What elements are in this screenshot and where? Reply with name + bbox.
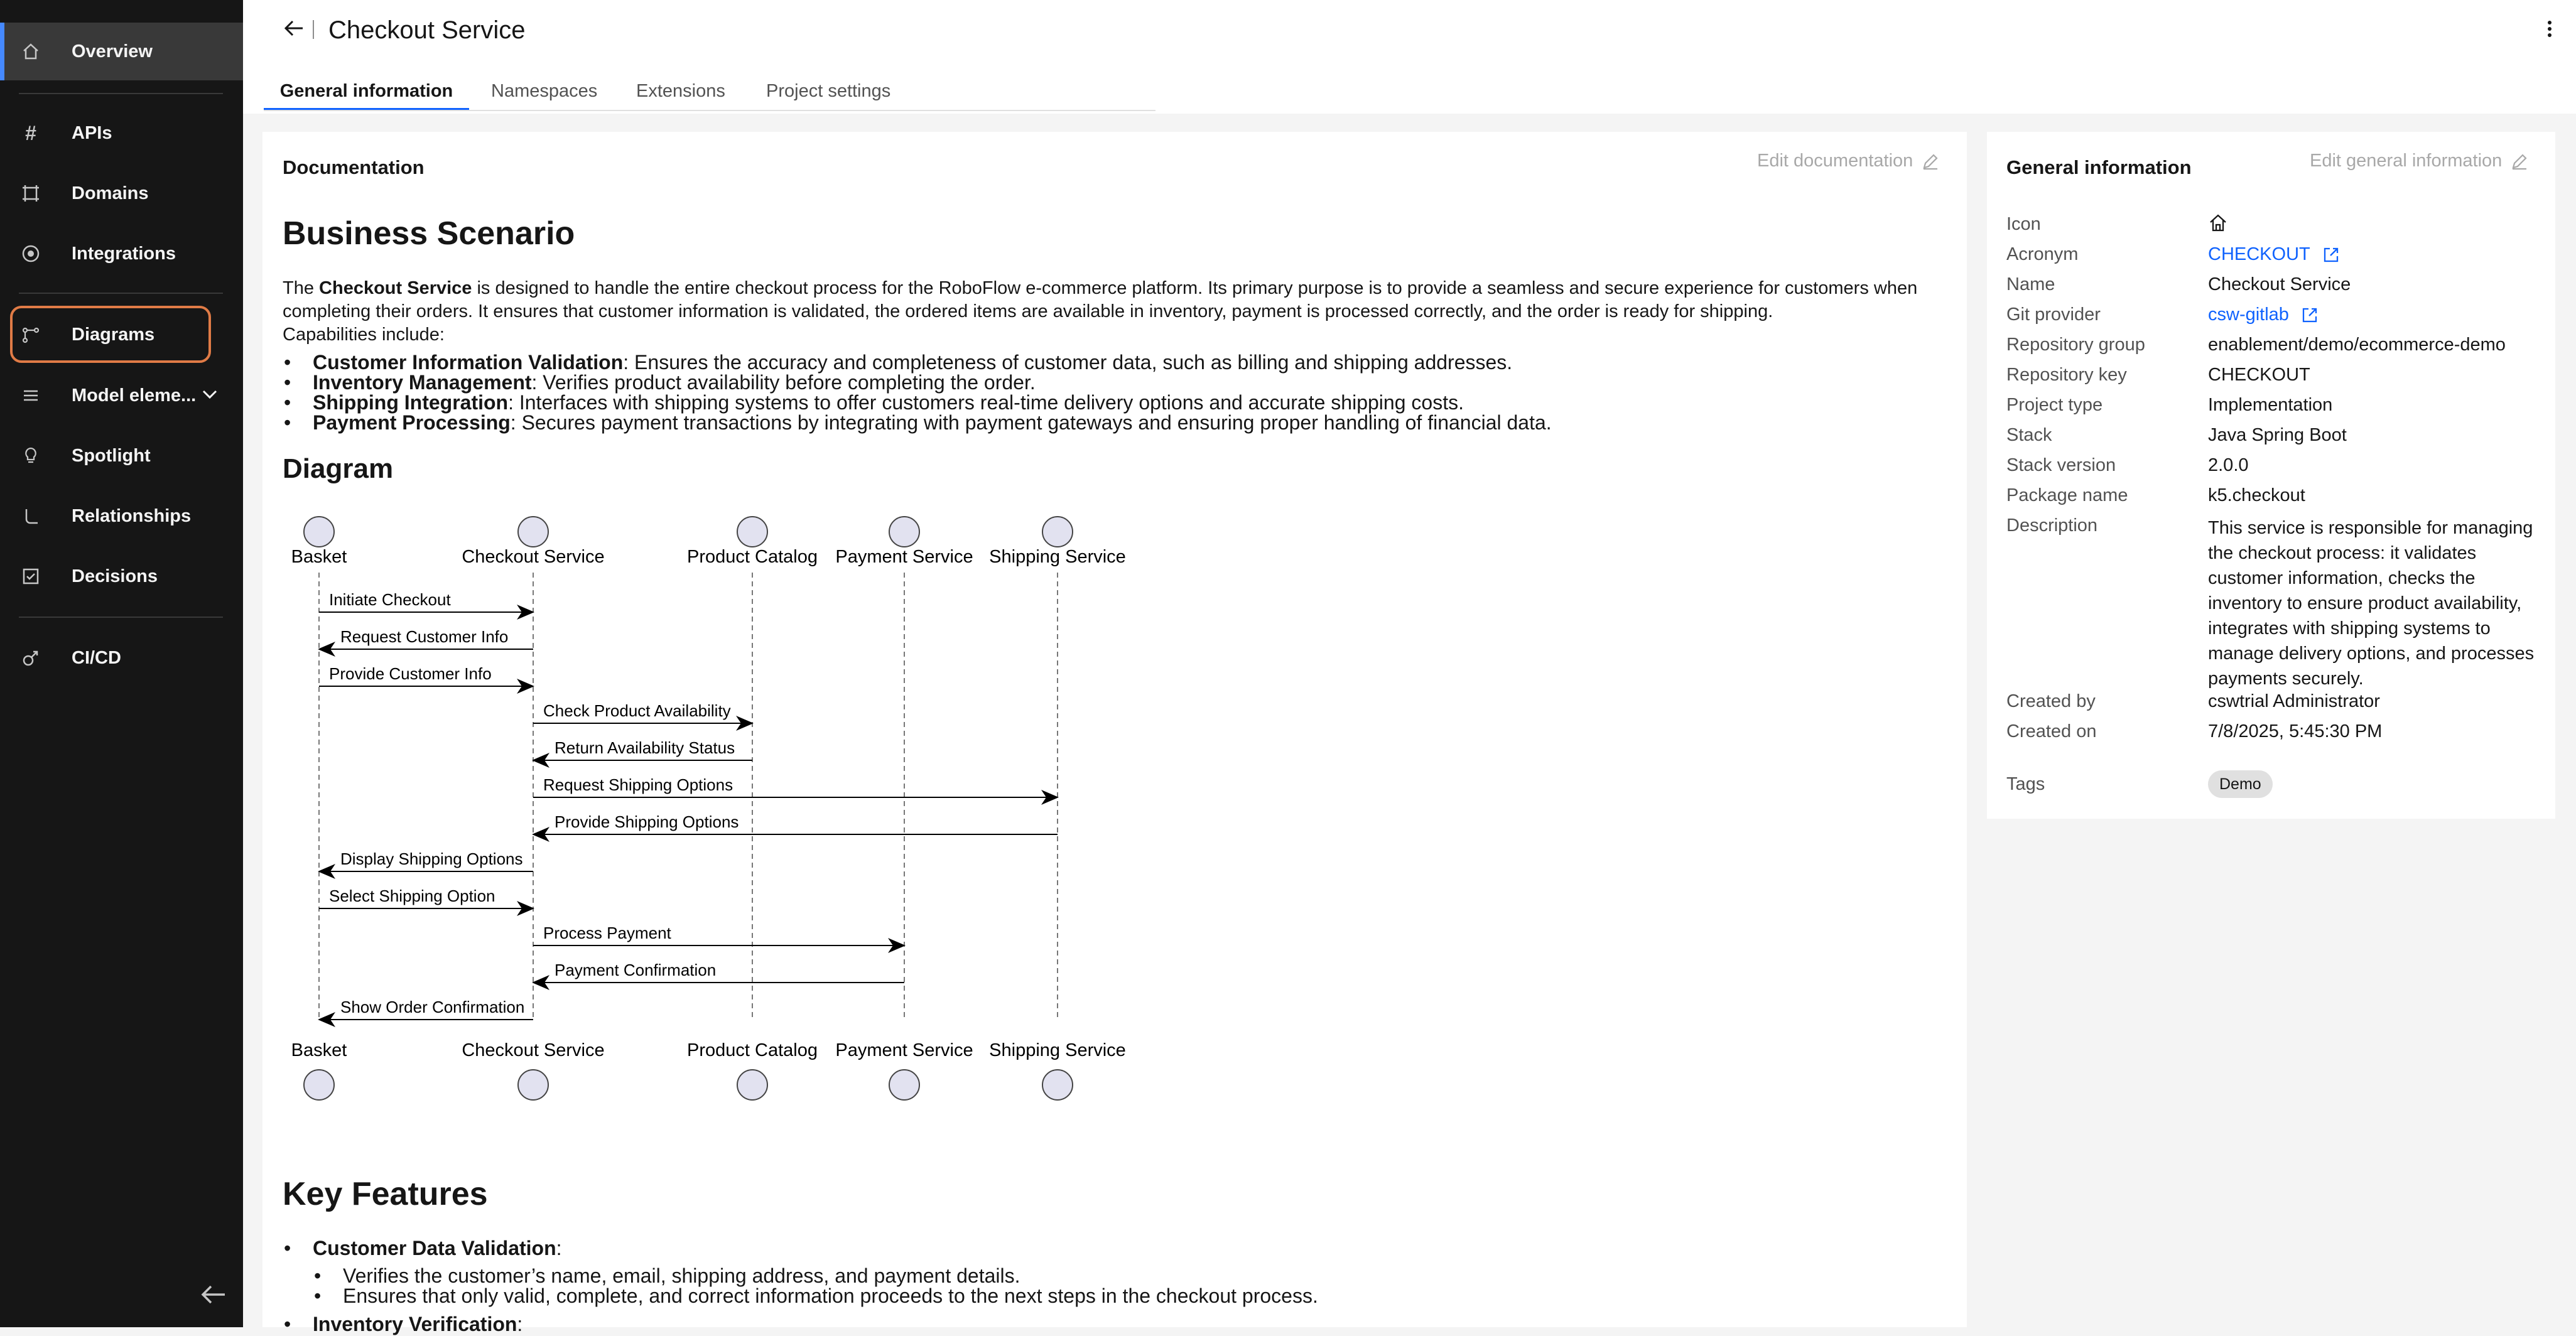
divider — [19, 617, 223, 618]
tab-project-settings[interactable] — [766, 70, 890, 112]
bullet: • — [284, 411, 291, 434]
sidebar-item-apis[interactable] — [0, 104, 243, 162]
acronym-label: Acronym — [2006, 244, 2079, 264]
list-item-text: : — [556, 1237, 562, 1259]
participant-label: Payment Service — [835, 547, 973, 567]
tags-label: Tags — [2006, 774, 2045, 794]
intro-bold: Checkout Service — [319, 278, 472, 298]
tab-label: Namespaces — [491, 80, 598, 101]
documentation-heading: Documentation — [283, 156, 425, 178]
intro-text: completing their orders. It ensures that customer information is validated, the ordered items are available in inventory, payment is processed correctly, and the order is ready for shipping. — [283, 301, 1773, 321]
list-item-text: : Ensures the accuracy and completeness of customer data, such as billing and shipping addresses. — [623, 351, 1513, 374]
sidebar — [0, 0, 243, 1327]
message-label: Display Shipping Options — [340, 849, 523, 868]
bullet: • — [284, 371, 291, 394]
stack-value: Java Spring Boot — [2208, 425, 2347, 445]
sidebar-item-overview[interactable] — [0, 23, 243, 80]
stack-label: Stack — [2006, 425, 2052, 445]
participant-label: Checkout Service — [462, 547, 605, 567]
repository-group-label: Repository group — [2006, 335, 2145, 355]
sidebar-item-label: Spotlight — [72, 445, 151, 466]
participant-icon — [304, 517, 334, 547]
sequence-diagram — [276, 502, 1143, 1118]
edit-icon — [2511, 153, 2528, 170]
overflow-menu-icon — [2546, 19, 2553, 39]
sidebar-item-spotlight[interactable] — [0, 427, 243, 485]
chevron-down-icon[interactable] — [200, 384, 220, 409]
page-title: Checkout Service — [328, 16, 526, 44]
tab-label: General information — [279, 80, 453, 101]
message-label: Select Shipping Option — [329, 886, 495, 905]
participant-label: Shipping Service — [989, 547, 1126, 567]
list-item-bold: Inventory Verification — [313, 1313, 517, 1335]
description-value — [2208, 515, 2534, 691]
name-value: Checkout Service — [2208, 274, 2351, 294]
description-line: integrates with shipping systems to — [2208, 618, 2491, 638]
description-line: manage delivery options, and processes — [2208, 644, 2535, 664]
bulb-icon — [20, 445, 41, 466]
tab-baseline — [264, 110, 1155, 111]
participant-label: Product Catalog — [687, 1040, 818, 1060]
tab-label: Extensions — [636, 80, 725, 101]
bullet: • — [314, 1285, 322, 1307]
arrow-left-icon — [200, 1283, 227, 1306]
stack-version-label: Stack version — [2006, 455, 2116, 475]
edit-documentation-label: Edit documentation — [1757, 151, 1913, 171]
bullet: • — [284, 1313, 291, 1335]
name-label: Name — [2006, 274, 2055, 294]
home-icon — [2208, 213, 2228, 238]
icon-label: Icon — [2006, 214, 2041, 234]
sidebar-item-domains[interactable] — [0, 164, 243, 222]
sidebar-item-label: Domains — [72, 183, 149, 203]
participant-label: Basket — [291, 547, 347, 567]
frame-icon — [20, 183, 41, 204]
sidebar-item-model-elements[interactable] — [0, 367, 243, 424]
acronym-value: CHECKOUT — [2208, 244, 2310, 264]
description-line: the checkout process: it validates — [2208, 543, 2477, 563]
hash-icon: # — [25, 121, 36, 144]
sub-list-item — [314, 1284, 1318, 1308]
launch-icon — [2300, 306, 2319, 325]
arrow-left-icon — [283, 19, 305, 38]
sidebar-item-label: Decisions — [72, 566, 158, 586]
list-item-text: : Interfaces with shipping systems to offer customers real-time delivery options and accurate shipping costs. — [508, 391, 1464, 414]
sidebar-item-label: CI/CD — [72, 647, 121, 668]
list-icon — [20, 385, 41, 406]
message-label: Provide Shipping Options — [555, 812, 739, 831]
participant-icon — [737, 517, 767, 547]
participant-label: Payment Service — [835, 1040, 973, 1060]
edit-general-information-label: Edit general information — [2310, 151, 2503, 171]
highlight-outline — [10, 306, 211, 363]
intro-text: The — [283, 278, 320, 298]
participant-icon — [518, 517, 548, 547]
divider — [313, 20, 314, 39]
sidebar-item-label: Integrations — [72, 243, 176, 264]
message-label: Process Payment — [543, 924, 671, 942]
list-item — [284, 411, 1552, 434]
pipeline-icon — [20, 647, 41, 669]
message-label: Provide Customer Info — [329, 664, 492, 683]
divider — [19, 293, 223, 294]
list-item — [284, 1236, 562, 1260]
list-item-bold: Payment Processing — [313, 411, 511, 434]
repository-key-label: Repository key — [2006, 365, 2127, 385]
git-provider-value: csw-gitlab — [2208, 304, 2289, 325]
bullet: • — [284, 391, 291, 414]
stack-version-value: 2.0.0 — [2208, 455, 2249, 475]
git-provider-link[interactable] — [2208, 304, 2319, 325]
launch-icon — [2322, 245, 2341, 264]
message-label: Return Availability Status — [555, 738, 735, 757]
repository-key-value: CHECKOUT — [2208, 365, 2310, 385]
description-line: This service is responsible for managing — [2208, 518, 2533, 538]
participant-icon — [737, 1070, 767, 1100]
package-name-label: Package name — [2006, 485, 2128, 505]
list-item-bold: Customer Data Validation — [313, 1237, 556, 1259]
repository-group-value: enablement/demo/ecommerce-demo — [2208, 335, 2506, 355]
key-features-title: Key Features — [283, 1176, 488, 1212]
participant-label: Basket — [291, 1040, 347, 1060]
back-button[interactable] — [283, 19, 305, 41]
tab-general-information[interactable] — [264, 70, 469, 112]
list-item — [284, 1312, 523, 1336]
sidebar-item-integrations[interactable] — [0, 225, 243, 283]
created-on-value: 7/8/2025, 5:45:30 PM — [2208, 721, 2383, 741]
message-label: Request Customer Info — [340, 627, 509, 646]
sidebar-item-cicd[interactable] — [0, 629, 243, 687]
overflow-menu-button[interactable] — [2546, 19, 2553, 42]
acronym-link[interactable] — [2208, 244, 2341, 265]
intro-paragraph — [283, 277, 1917, 347]
page-header — [243, 0, 2576, 114]
message-label: Initiate Checkout — [329, 590, 451, 609]
project-type-label: Project type — [2006, 395, 2103, 415]
edit-icon — [1922, 153, 1939, 170]
checkbox-icon — [20, 566, 41, 587]
divider — [19, 93, 223, 94]
created-by-value: cswtrial Administrator — [2208, 691, 2380, 711]
git-provider-label: Git provider — [2006, 304, 2101, 325]
tab-label: Project settings — [766, 80, 891, 101]
diagram-title: Diagram — [283, 453, 394, 484]
sidebar-item-label: Model eleme... — [72, 385, 197, 406]
business-scenario-title: Business Scenario — [283, 215, 575, 252]
description-line: payments securely. — [2208, 669, 2364, 689]
project-type-value: Implementation — [2208, 395, 2333, 415]
message-label: Payment Confirmation — [555, 961, 717, 979]
general-information-heading: General information — [2006, 156, 2192, 178]
message-label: Check Product Availability — [543, 701, 731, 720]
intro-text: is designed to handle the entire checkout process for the RoboFlow e-commerce platform. Its primary purpose is to provide a seamless and secure experience for customers when — [472, 278, 1918, 298]
created-by-label: Created by — [2006, 691, 2096, 711]
message-label: Show Order Confirmation — [340, 998, 525, 1016]
list-item-text: : Secures payment transactions by integrating with payment gateways and ensuring proper handling of financial data. — [510, 411, 1552, 434]
participant-icon — [518, 1070, 548, 1100]
target-icon — [20, 243, 41, 264]
collapse-sidebar-button[interactable] — [200, 1283, 227, 1309]
participant-label: Product Catalog — [687, 547, 818, 567]
list-item-bold: Shipping Integration — [313, 391, 509, 414]
description-line: customer information, checks the — [2208, 568, 2476, 588]
list-item-text: Verifies the customer’s name, email, shipping address, and payment details. — [343, 1264, 1020, 1287]
list-item-text: : Verifies product availability before completing the order. — [531, 371, 1036, 394]
sidebar-item-relationships[interactable] — [0, 487, 243, 545]
sidebar-item-label: Overview — [72, 41, 153, 62]
sidebar-item-label: Diagrams — [72, 324, 155, 345]
home-icon — [20, 41, 41, 62]
bullet: • — [284, 351, 291, 374]
bullet: • — [284, 1237, 291, 1259]
list-item-text: Ensures that only valid, complete, and correct information proceeds to the next steps in the checkout process. — [343, 1285, 1318, 1307]
participant-icon — [1042, 1070, 1073, 1100]
participant-label: Shipping Service — [989, 1040, 1126, 1060]
tab-namespaces[interactable] — [491, 70, 597, 112]
description-line: inventory to ensure product availability, — [2208, 593, 2522, 613]
sidebar-item-label: APIs — [72, 122, 112, 143]
edit-documentation-button[interactable] — [1757, 151, 1939, 171]
list-item-bold: Inventory Management — [313, 371, 532, 394]
participant-icon — [889, 517, 919, 547]
participant-icon — [889, 1070, 919, 1100]
package-name-value: k5.checkout — [2208, 485, 2305, 505]
capabilities-label: Capabilities include: — [283, 325, 445, 345]
tag-demo[interactable]: Demo — [2208, 770, 2273, 798]
participant-icon — [1042, 517, 1073, 547]
edit-general-information-button[interactable] — [2310, 151, 2528, 171]
sidebar-item-decisions[interactable] — [0, 547, 243, 605]
created-on-label: Created on — [2006, 721, 2097, 741]
list-item-text: : — [517, 1313, 523, 1335]
description-label: Description — [2006, 515, 2098, 536]
participant-icon — [304, 1070, 334, 1100]
relationship-icon — [20, 505, 41, 527]
tab-extensions[interactable] — [636, 70, 725, 112]
bullet: • — [314, 1264, 322, 1287]
list-item-bold: Customer Information Validation — [313, 351, 624, 374]
participant-label: Checkout Service — [462, 1040, 605, 1060]
message-label: Request Shipping Options — [543, 775, 733, 794]
sidebar-item-label: Relationships — [72, 505, 192, 526]
